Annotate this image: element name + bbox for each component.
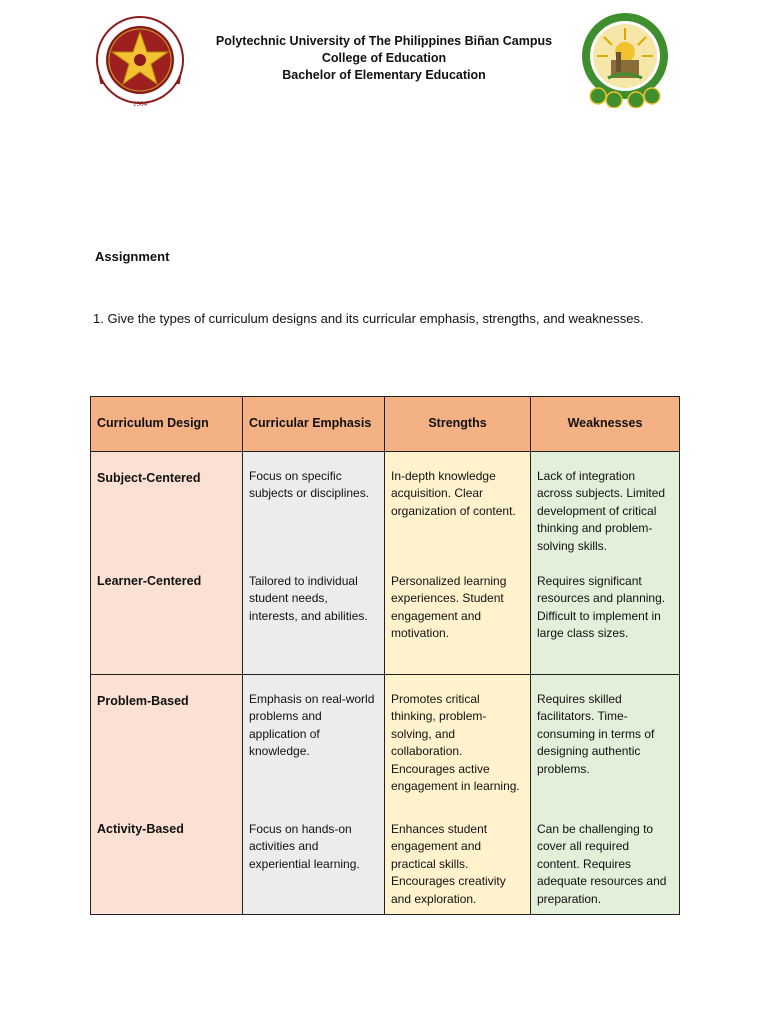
header-curriculum-design: Curriculum Design xyxy=(91,397,243,452)
strengths-cell: Enhances student engagement and practical skills. Encourages creativity and exploration. xyxy=(385,814,531,915)
table-row xyxy=(91,566,680,675)
design-cell: Problem-Based xyxy=(91,675,243,815)
college-name: College of Education xyxy=(321,51,447,65)
emphasis-cell: Emphasis on real-world problems and application of knowledge. xyxy=(243,675,385,815)
table-row xyxy=(91,675,680,815)
strengths-cell: In-depth knowledge acquisition. Clear organization of content. xyxy=(385,452,531,567)
table-row xyxy=(91,814,680,915)
weaknesses-cell: Lack of integration across subjects. Limited development of critical thinking and problem-solving skills. xyxy=(531,452,680,567)
design-cell: Activity-Based xyxy=(91,814,243,915)
header-curricular-emphasis: Curricular Emphasis xyxy=(243,397,385,452)
header-strengths: Strengths xyxy=(385,397,531,452)
header-weaknesses: Weaknesses xyxy=(531,397,680,452)
table-header-row xyxy=(91,397,680,452)
emphasis-cell: Tailored to individual student needs, interests, and abilities. xyxy=(243,566,385,675)
university-name: Polytechnic University of The Philippines Biñan Campus xyxy=(215,34,553,48)
document-header xyxy=(0,0,768,120)
design-cell: Subject-Centered xyxy=(91,452,243,567)
weaknesses-cell: Can be challenging to cover all required content. Requires adequate resources and preparation. xyxy=(531,814,680,915)
weaknesses-cell: Requires significant resources and planning. Difficult to implement in large class sizes. xyxy=(531,566,680,675)
seal-year: 1904 xyxy=(133,100,147,108)
table-row xyxy=(91,452,680,567)
curriculum-design-table xyxy=(90,396,680,915)
design-cell: Learner-Centered xyxy=(91,566,243,675)
pup-seal-logo xyxy=(94,14,186,110)
program-name: Bachelor of Elementary Education xyxy=(282,68,486,82)
emphasis-cell: Focus on hands-on activities and experiential learning. xyxy=(243,814,385,915)
assignment-title: Assignment xyxy=(95,249,170,264)
city-of-binan-logo xyxy=(578,12,672,108)
weaknesses-cell: Requires skilled facilitators. Time-consuming in terms of designing authentic problems. xyxy=(531,675,680,815)
emphasis-cell: Focus on specific subjects or disciplines. xyxy=(243,452,385,567)
assignment-question: 1. Give the types of curriculum designs and its curricular emphasis, strengths, and weaknesses. xyxy=(93,311,644,326)
strengths-cell: Promotes critical thinking, problem-solving, and collaboration. Encourages active engagement in learning. xyxy=(385,675,531,815)
institution-heading xyxy=(200,33,568,84)
strengths-cell: Personalized learning experiences. Student engagement and motivation. xyxy=(385,566,531,675)
